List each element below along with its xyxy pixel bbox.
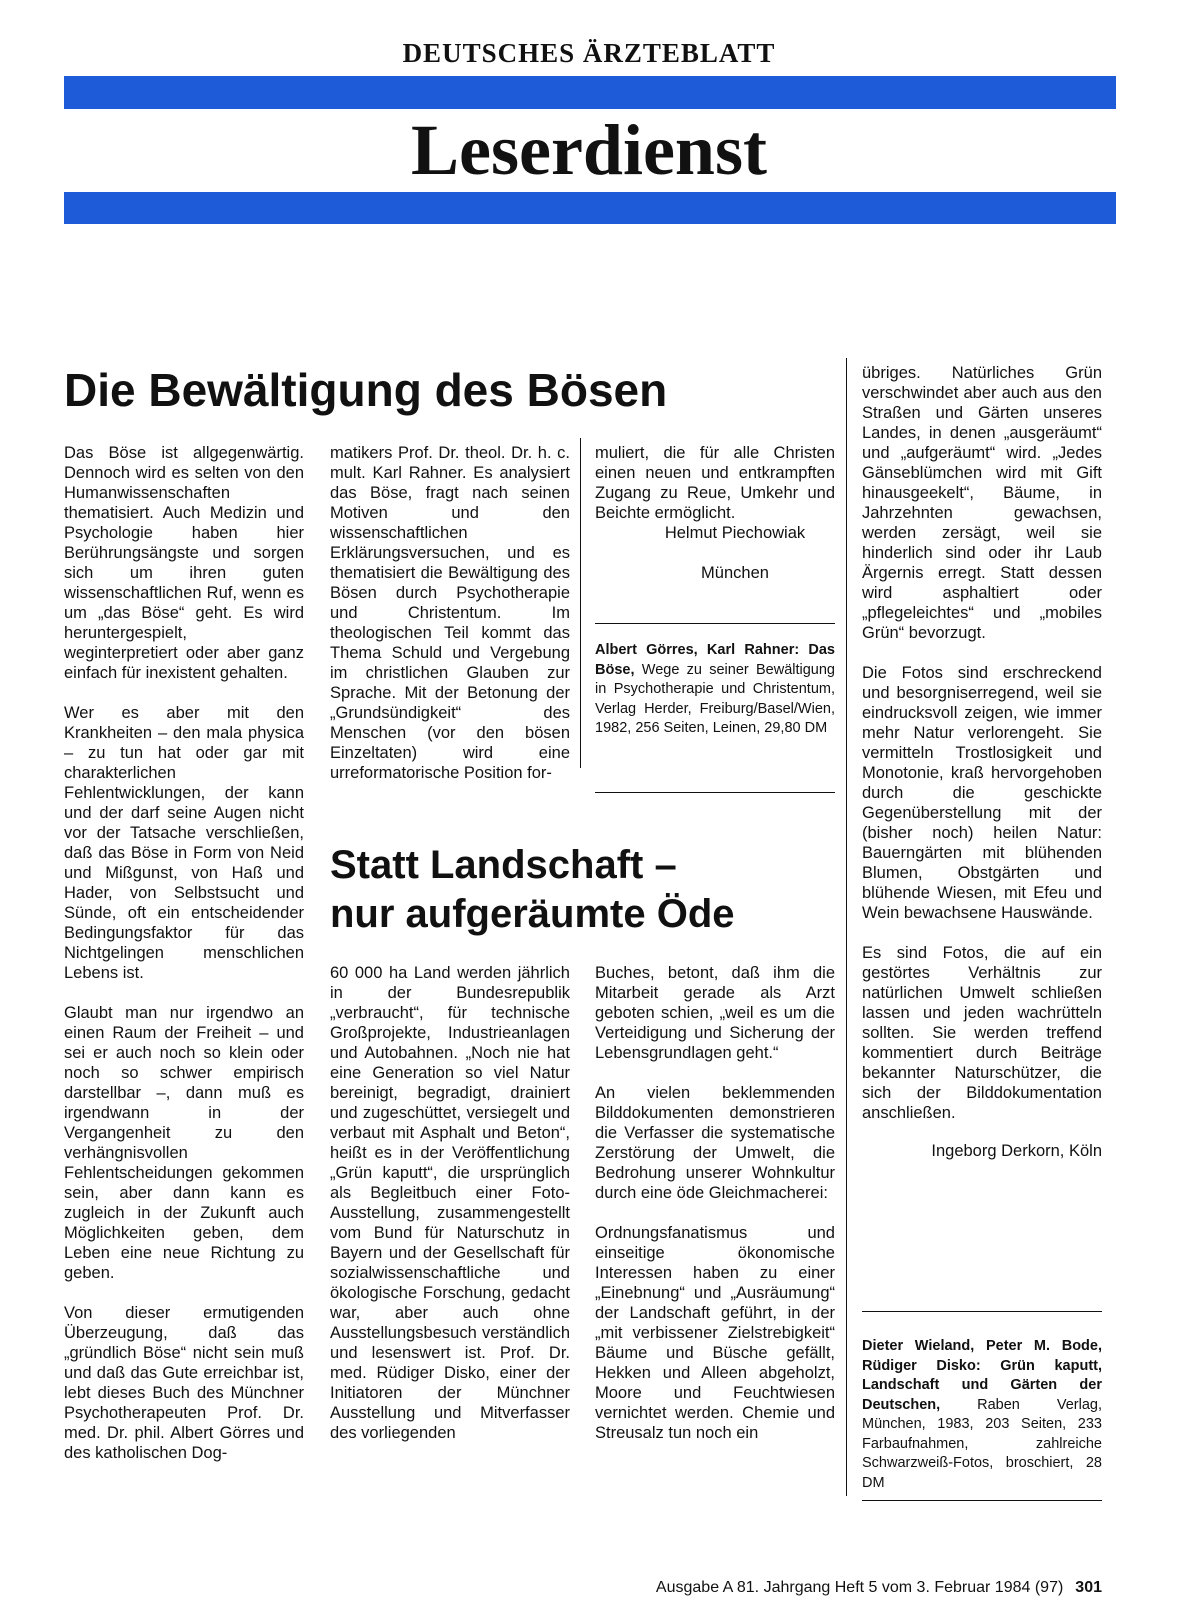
article2-paragraph: übriges. Natürliches Grün verschwindet aber auch aus den Straßen und Gärten unseres Landes, in denen „ausgeräumt“ und „aufgeräumt“ wird. „Jedes Gänseblümchen wird mit Gift hinausgeekelt“, Bäume, in Jahrzehnten gewachsen, werden zersägt, weil sie hinderlich sind oder ihr Laub Ärgernis erregt. Statt dessen wird asphaltiert oder „pflegeleichtes“ und „mobiles Grün“ bevorzugt. <box>862 364 1102 642</box>
rule-above-book-ref-1 <box>595 623 835 624</box>
article1-paragraph: Von dieser ermutigenden Überzeugung, daß das „gründlich Böse“ nicht sein muß und daß das Gute erreichbar ist, lebt dieses Buch des Münchner Psychotherapeuten Prof. Dr. med. Dr. phil. Albert Görres und des katholischen Dog- <box>64 1304 304 1462</box>
header-bar-bottom <box>64 192 1116 224</box>
article2-column-2 <box>330 963 570 1443</box>
article1-signature-city: München <box>701 564 769 582</box>
column-divider <box>580 438 581 768</box>
column-divider <box>846 358 847 1496</box>
article2-paragraph: An vielen beklemmenden Bilddokumenten demonstrieren die Verfasser die systematische Zerstörung der Umwelt, die Bedrohung unserer Wohnkultur durch eine öde Gleichmacherei: <box>595 1084 835 1202</box>
rule-below-book-ref-1 <box>595 792 835 793</box>
article1-paragraph: muliert, die für alle Christen einen neuen und entkrampften Zugang zu Reue, Umkehr und Beichte ermöglicht. <box>595 444 835 522</box>
article2-title-line-2: nur aufgeräumte Öde <box>330 892 735 936</box>
article2-title <box>330 841 810 939</box>
masthead: DEUTSCHES ÄRZTEBLATT <box>402 38 776 68</box>
article1-paragraph: Das Böse ist allgegenwärtig. Dennoch wird es selten von den Humanwissenschaften thematisiert. Auch Medizin und Psychologie haben hier Berührungsängste und sorgen sich um ihren guten wissenschaftlichen Ruf, wenn es um „das Böse“ geht. Es wird heruntergespielt, weginterpretiert oder aber ganz einfach für inexistent gehalten. <box>64 444 304 682</box>
article1-column-3 <box>595 443 835 603</box>
page-number: 301 <box>1075 1579 1102 1596</box>
rule-above-book-ref-2 <box>862 1311 1102 1312</box>
article2-column-3 <box>595 963 835 1443</box>
article2-signature: Ingeborg Derkorn, Köln <box>931 1142 1102 1160</box>
article2-paragraph: 60 000 ha Land werden jährlich in der Bundesrepublik „verbraucht“, für technische Großprojekte, Industrieanlagen und Autobahnen. „Noch nie hat eine Generation so viel Natur bereinigt, begradigt, drainiert und zugeschüttet, versiegelt und verbaut mit Asphalt und Beton“, heißt es in der Veröffentlichung „Grün kaputt“, die ursprünglich als Begleitbuch einer Foto-Ausstellung, zusammengestellt vom Bund für Naturschutz in Bayern und der Gesellschaft für sozialwissenschaftliche und ökologische Forschung, gedacht war, aber auch ohne Ausstellungsbesuch verständlich und lesenswert ist. Prof. Dr. med. Rüdiger Disko, einer der Initiatoren der Münchner Ausstellung und Mitverfasser des vorliegenden <box>330 964 570 1442</box>
article2-paragraph: Es sind Fotos, die auf ein gestörtes Verhältnis zur natürlichen Umwelt schließen lassen und jeden wachrütteln sollten. Sie werden treffend kommentiert durch Beiträge bekannter Naturschützer, die sich der Bilddokumentation anschließen. <box>862 944 1102 1122</box>
book-ref-1-text: Wege zu seiner Bewältigung in Psychotherapie und Christentum, Verlag Herder, Freiburg/Basel/Wien, 1982, 256 Seiten, Leinen, 29,80 DM <box>595 661 835 736</box>
book-ref-1-bold: Albert Görres, Karl Rahner: Das Böse, <box>595 642 835 678</box>
article1-title: Die Bewältigung des Bösen <box>64 364 668 416</box>
article2-title-line-1: Statt Landschaft – <box>330 843 677 887</box>
section-title: Leserdienst <box>411 110 767 190</box>
page-footer <box>0 1579 1102 1597</box>
article1-paragraph: matikers Prof. Dr. theol. Dr. h. c. mult. Karl Rahner. Es analysiert das Böse, fragt nach seinen Motiven und den wissenschaftlichen Erklärungsversuchen, und es thematisiert die Bewältigung des Bösen durch Psychotherapie und Christentum. Im theologischen Teil kommt das Thema Schuld und Vergebung im christlichen Glauben zur Sprache. Mit der Betonung der „Grundsündigkeit“ des Menschen (vor den bösen Einzeltaten) wird eine urreformatorische Position for- <box>330 444 570 782</box>
edition-info: Ausgabe A 81. Jahrgang Heft 5 vom 3. Februar 1984 (97) <box>655 1579 1064 1596</box>
article2-book-reference <box>862 1337 1102 1493</box>
article1-signature-name: Helmut Piechowiak <box>664 524 806 542</box>
article1-book-reference <box>595 641 835 739</box>
article2-column-4 <box>862 363 1102 1181</box>
article2-paragraph: Ordnungsfanatismus und einseitige ökonomische Interessen haben zu einer „Einebnung“ und „Ausräumung“ der Landschaft geführt, in der „mit verbissener Zielstrebigkeit“ Bäume und Büsche gefällt, Hekken und Alleen abgeholzt, Moore und Feuchtwiesen vernichtet werden. Chemie und Streusalz tun noch ein <box>595 1224 835 1442</box>
book-ref-2-bold: Dieter Wieland, Peter M. Bode, Rüdiger Disko: Grün kaputt, Landschaft und Gärten der Deutschen, <box>862 1338 1102 1413</box>
book-ref-2-text: Raben Verlag, München, 1983, 203 Seiten, 233 Farbaufnahmen, zahlreiche Schwarzweiß-Fotos, broschiert, 28 DM <box>862 1396 1102 1491</box>
article2-paragraph: Die Fotos sind erschreckend und besorgniserregend, weil sie eindrucksvoll zeigen, wie immer mehr Natur verlorengeht. Sie vermitteln Trostlosigkeit und Monotonie, kraß hervorgehoben durch die geschickte Gegenüberstellung mit der (bisher noch) heilen Natur: Bauerngärten mit blühenden Blumen, Obstgärten und blühende Wiesen, mit Efeu und Wein bewachsene Hauswände. <box>862 664 1102 922</box>
header-bar-top <box>64 76 1116 109</box>
article1-paragraph: Glaubt man nur irgendwo an einen Raum der Freiheit – und sei er auch noch so klein oder noch so schwer empirisch darstellbar –, dann muß es irgendwann in der Vergangenheit zu den verhängnisvollen Fehlentscheidungen gekommen sein, aber dann kann es zugleich in der Zukunft auch Möglichkeiten geben, dem Leben eine neue Richtung zu geben. <box>64 1004 304 1282</box>
article2-paragraph: Buches, betont, daß ihm die Mitarbeit gerade als Arzt geboten schien, „weil es um die Verteidigung und Sicherung der Lebensgrundlagen geht.“ <box>595 964 835 1062</box>
rule-below-book-ref-2 <box>862 1500 1102 1501</box>
article1-column-1 <box>64 443 304 1463</box>
article1-column-2 <box>330 443 570 783</box>
article1-paragraph: Wer es aber mit den Krankheiten – den mala physica – zu tun hat oder gar mit charakterlichen Fehlentwicklungen, der kann und der darf seine Augen nicht vor der Tatsache verschließen, daß das Böse in Form von Neid und Mißgunst, von Haß und Hader, von Selbstsucht und Sünde, oft ein entscheidender Bedingungsfaktor für das Nichtgelingen menschlichen Lebens ist. <box>64 704 304 982</box>
